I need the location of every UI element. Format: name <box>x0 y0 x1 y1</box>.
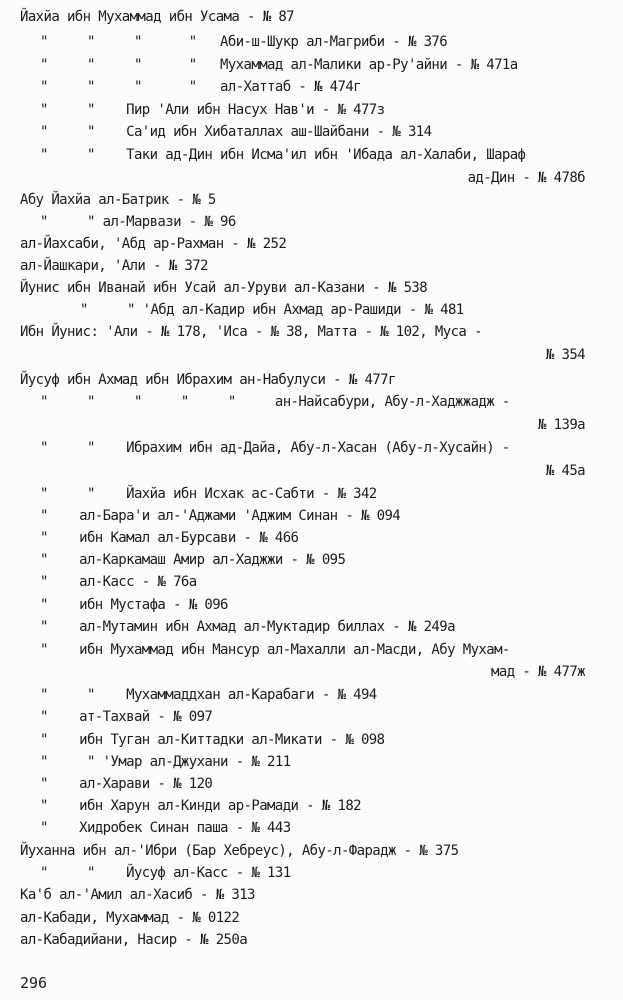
index-entry: № 354 <box>545 347 585 363</box>
index-entry: ал-Кабади, Мухаммад - № 0122 <box>20 910 240 926</box>
index-entry: Йунис ибн Иванай ибн Усай ал-Уруви ал-Казани - № 538 <box>20 280 428 296</box>
index-entry: № 45а <box>545 463 585 479</box>
index-entry: " ибн Мухаммад ибн Мансур ал-Махалли ал-Масди, Абу Мухам- <box>40 642 510 658</box>
index-entry: Ка'б ал-'Амил ал-Хасиб - № 313 <box>20 887 255 903</box>
index-entry: " ибн Туган ал-Киттадки ал-Микати - № 098 <box>40 732 385 748</box>
index-entry: № 139а <box>538 417 585 433</box>
index-entry: ал-Кабадийани, Насир - № 250а <box>20 932 248 948</box>
index-entry: " ал-Касс - № 76а <box>40 574 197 590</box>
index-entry: " " Пир 'Али ибн Насух Нав'и - № 477з <box>40 102 385 118</box>
page-number: 296 <box>20 974 48 992</box>
index-entry: " " Са'ид ибн Хибаталлах аш-Шайбани - № 314 <box>40 124 432 140</box>
index-entry: " ал-Каркамаш Амир ал-Хаджжи - № 095 <box>40 552 346 568</box>
index-entry: " ибн Харун ал-Кинди ар-Рамади - № 182 <box>40 798 361 814</box>
index-entry: Йусуф ибн Ахмад ибн Ибрахим ан-Набулуси - № 477г <box>20 372 396 388</box>
index-entry: Абу Йахйа ал-Батрик - № 5 <box>20 192 216 208</box>
index-entry: Йахйа ибн Мухаммад ибн Усама - № 87 <box>20 9 295 25</box>
index-entry: " Хидробек Синан паша - № 443 <box>40 820 291 836</box>
index-entry: ал-Йашкари, 'Али - № 372 <box>20 258 208 274</box>
index-entry: Йуханна ибн ал-'Ибри (Бар Хебреус), Абу-л-Фарадж - № 375 <box>20 843 459 859</box>
index-entry: " ал-Мутамин ибн Ахмад ал-Муктадир биллах - № 249а <box>40 619 455 635</box>
index-entry: " " " " Мухаммад ал-Малики ар-Ру'айни - № 471а <box>40 57 518 73</box>
index-entry: Ибн Йунис: 'Али - № 178, 'Иса - № 38, Матта - № 102, Муса - <box>20 324 482 340</box>
index-entry: " " " " ал-Хаттаб - № 474г <box>40 79 361 95</box>
index-entry: ад-Дин - № 478б <box>467 170 585 186</box>
index-entry: " " 'Умар ал-Джухани - № 211 <box>40 754 291 770</box>
index-entry: " ал-Бара'и ал-'Аджами 'Аджим Синан - № 094 <box>40 508 401 524</box>
index-entry: " ат-Тахвай - № 097 <box>40 709 213 725</box>
index-entry: " ибн Мустафа - № 096 <box>40 597 228 613</box>
index-entry: " " Йахйа ибн Исхак ас-Сабти - № 342 <box>40 486 377 502</box>
index-entry: " ал-Харави - № 120 <box>40 776 213 792</box>
index-entry: " ибн Камал ал-Бурсави - № 466 <box>40 530 299 546</box>
index-entry: ал-Йахсаби, 'Абд ар-Рахман - № 252 <box>20 236 287 252</box>
index-entry: " " Йусуф ал-Касс - № 131 <box>40 865 291 881</box>
index-entry: " " " " " ан-Найсабури, Абу-л-Хаджжадж - <box>40 394 510 410</box>
index-entry: " " Таки ад-Дин ибн Исма'ил ибн 'Ибада ал-Халаби, Шараф <box>40 147 526 163</box>
index-entry: " " Ибрахим ибн ад-Дайа, Абу-л-Хасан (Абу-л-Хусайн) - <box>40 440 510 456</box>
index-entry: " " Мухаммаддхан ал-Карабаги - № 494 <box>40 687 377 703</box>
index-entry: " " 'Абд ал-Кадир ибн Ахмад ар-Рашиди - № 481 <box>80 302 464 318</box>
index-entry: " " ал-Марвази - № 96 <box>40 214 236 230</box>
index-entry: " " " " Аби-ш-Шукр ал-Магриби - № 376 <box>40 34 448 50</box>
index-entry: мад - № 477ж <box>491 664 585 680</box>
